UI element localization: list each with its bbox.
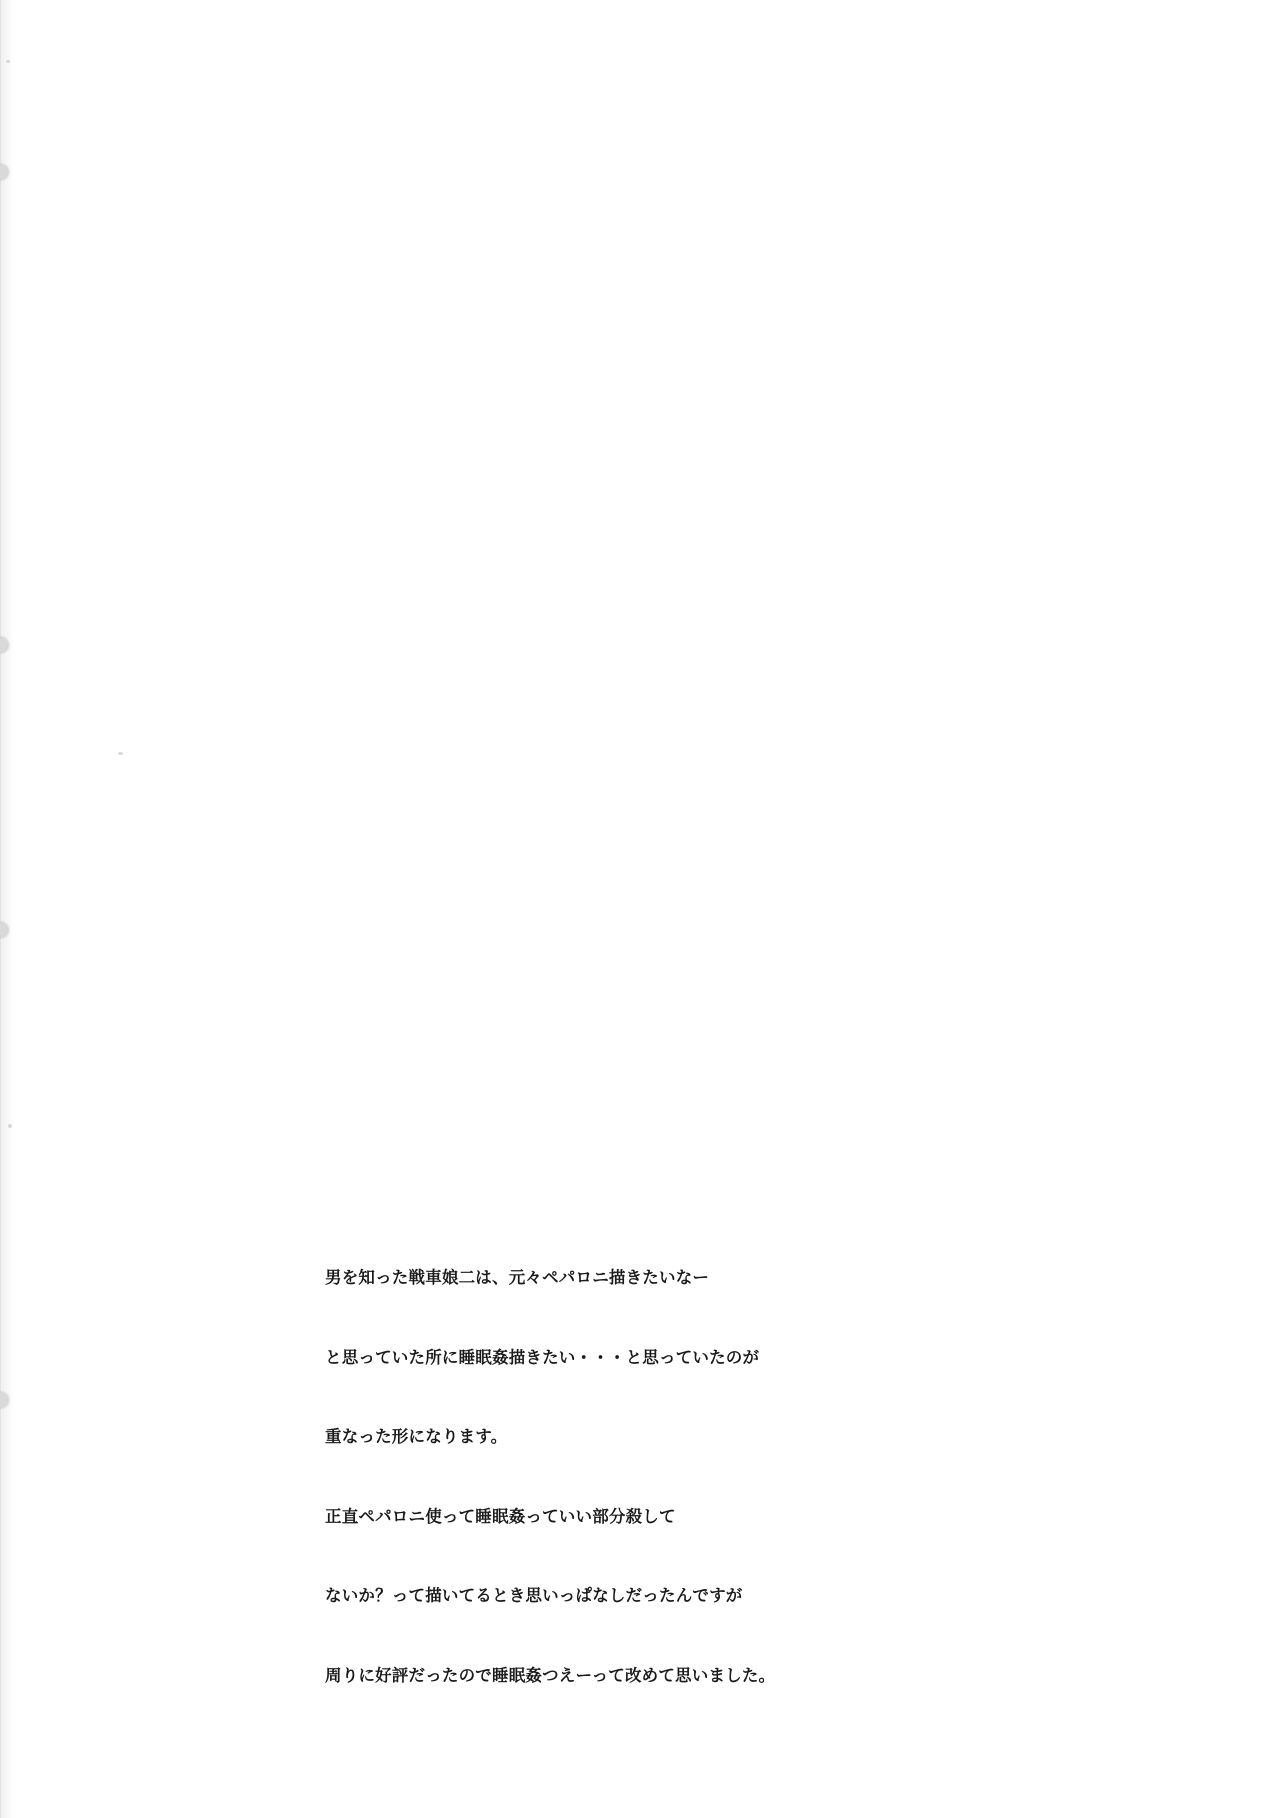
scan-speck xyxy=(8,1124,12,1128)
afterword-line: 男を知った戦車娘二は、元々ペパロニ描きたいなー xyxy=(325,1269,710,1287)
afterword-line: 重なった形になります。 xyxy=(325,1428,508,1446)
scan-edge-line xyxy=(0,0,1,1818)
afterword-line: ないか？って描いてるとき思いっぱなしだったんですが xyxy=(325,1587,743,1605)
afterword-block xyxy=(325,1212,1025,1742)
scan-edge-gradient xyxy=(0,0,14,1818)
afterword-line: と思っていた所に睡眠姦描きたい・・・と思っていたのが xyxy=(325,1348,760,1367)
afterword-line: 正直ペパロニ使って睡眠姦っていい部分殺して xyxy=(325,1507,676,1526)
scan-speck xyxy=(6,60,10,63)
scan-speck xyxy=(118,752,123,755)
afterword-line: 周りに好評だったので睡眠姦つえーって改めて思いました。 xyxy=(325,1666,776,1685)
